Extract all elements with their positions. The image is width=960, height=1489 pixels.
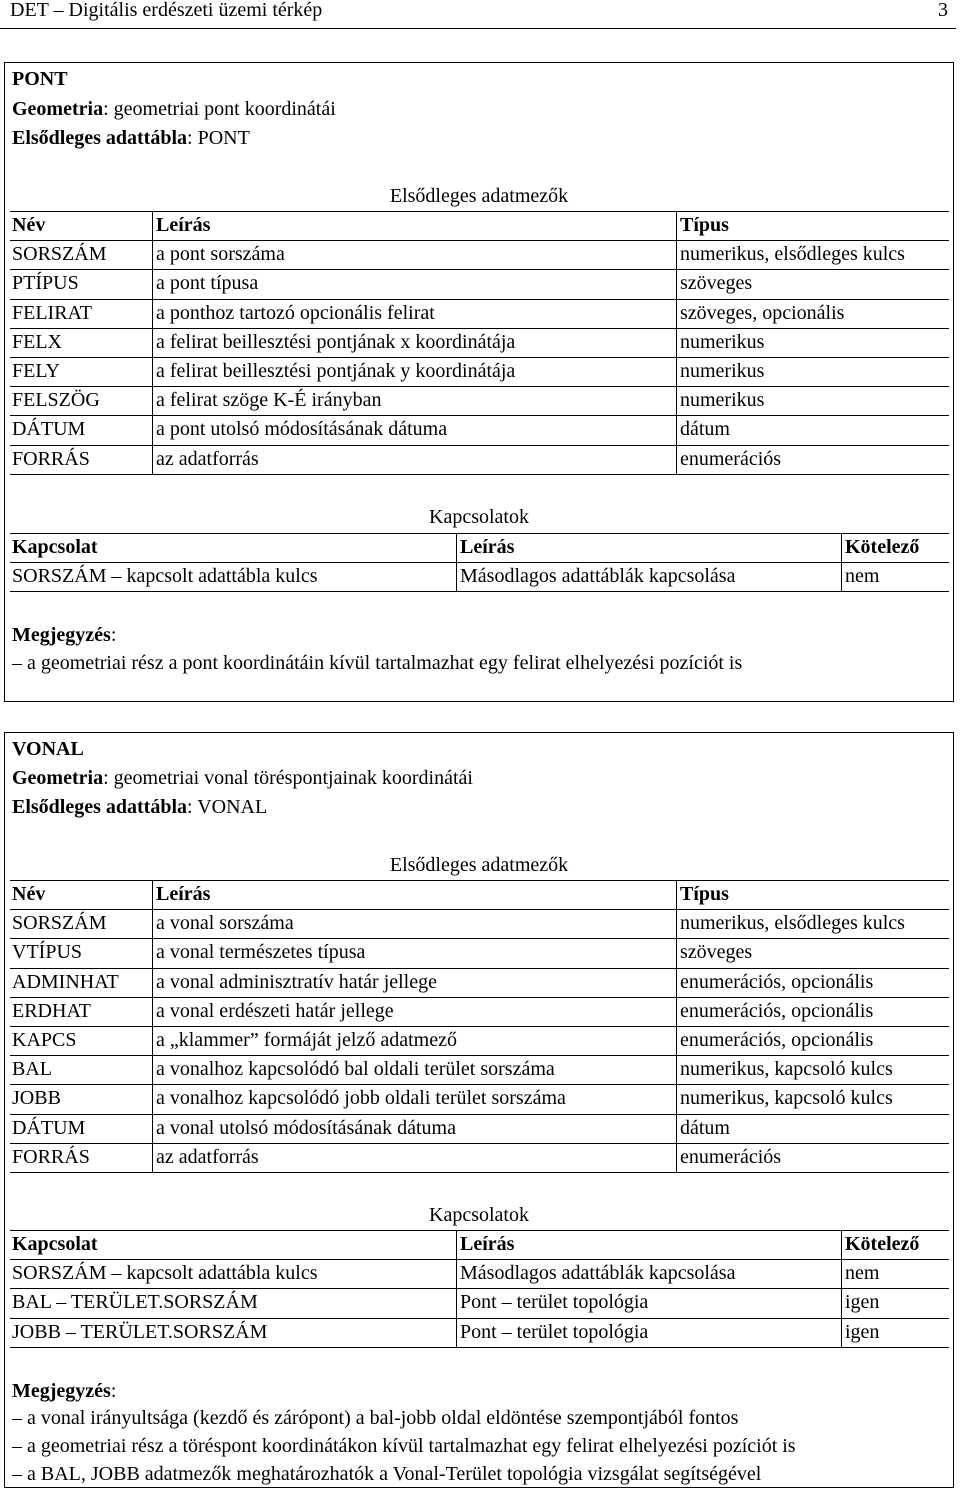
adattabla-line	[12, 126, 250, 150]
row-divider	[10, 415, 949, 416]
fields-cell: a pont típusa	[156, 272, 259, 295]
fields-cell: a felirat beillesztési pontjának x koordinátája	[156, 330, 516, 353]
note-item: – a vonal irányultsága (kezdő és zárópont) a bal-jobb oldal eldöntése szempontjából fontos	[12, 1407, 739, 1429]
fields-cell: FELX	[12, 330, 62, 353]
row-divider	[10, 1230, 949, 1231]
page-header	[0, 0, 956, 29]
column-divider	[152, 880, 153, 1172]
links-cell: Másodlagos adattáblák kapcsolása	[460, 565, 736, 588]
adattabla-value: : PONT	[187, 127, 250, 149]
fields-cell: numerikus, elsődleges kulcs	[680, 912, 905, 935]
links-header-cell: Kötelező	[845, 536, 920, 558]
column-divider	[841, 533, 842, 591]
fields-cell: VTÍPUS	[12, 941, 83, 964]
fields-cell: JOBB	[12, 1087, 61, 1110]
fields-cell: a vonal utolsó módosításának dátuma	[156, 1116, 456, 1139]
links-header-cell: Leírás	[460, 1233, 515, 1255]
fields-cell: szöveges, opcionális	[680, 301, 845, 324]
header-title: DET – Digitális erdészeti üzemi térkép	[10, 0, 323, 21]
fields-cell: FELSZÖG	[12, 389, 100, 412]
row-divider	[10, 1114, 949, 1115]
row-divider	[10, 445, 949, 446]
row-divider	[10, 386, 949, 387]
note-item: – a geometriai rész a töréspont koordinátákon kívül tartalmazhat egy felirat elhelyezési pozíciót is	[12, 1435, 796, 1457]
fields-cell: a felirat beillesztési pontjának y koordinátája	[156, 360, 516, 382]
note-item: – a BAL, JOBB adatmezők meghatározhatók a Vonal-Terület topológia vizsgálat segítségével	[12, 1463, 762, 1485]
links-cell: BAL – TERÜLET.SORSZÁM	[12, 1291, 258, 1314]
pont-section	[4, 62, 954, 702]
note-heading	[12, 623, 116, 647]
links-title: Kapcsolatok	[429, 506, 529, 528]
links-cell: Másodlagos adattáblák kapcsolása	[460, 1262, 736, 1285]
fields-cell: enumerációs	[680, 447, 782, 470]
links-title: Kapcsolatok	[429, 1204, 529, 1226]
links-header-cell: Leírás	[460, 536, 515, 558]
fields-cell: BAL	[12, 1058, 52, 1081]
fields-cell: enumerációs, opcionális	[680, 999, 874, 1022]
section-title: PONT	[12, 68, 68, 90]
geometria-line	[12, 97, 336, 121]
fields-cell: SORSZÁM	[12, 912, 107, 935]
links-cell: igen	[845, 1320, 880, 1343]
links-cell: JOBB – TERÜLET.SORSZÁM	[12, 1320, 268, 1343]
fields-cell: SORSZÁM	[12, 243, 107, 266]
fields-cell: a vonal adminisztratív határ jellege	[156, 970, 437, 993]
note-colon: :	[110, 624, 117, 646]
fields-cell: numerikus, kapcsoló kulcs	[680, 1058, 893, 1081]
fields-cell: a felirat szöge K-É irányban	[156, 389, 382, 412]
row-divider	[10, 211, 949, 212]
geometria-value: : geometriai pont koordinátái	[103, 98, 336, 120]
note-colon: :	[110, 1380, 117, 1402]
row-divider	[10, 357, 949, 358]
fields-header-cell: Leírás	[156, 883, 211, 905]
column-divider	[456, 533, 457, 591]
fields-header-cell: Típus	[680, 883, 729, 905]
fields-cell: FELIRAT	[12, 301, 92, 324]
fields-cell: az adatforrás	[156, 1145, 259, 1168]
fields-cell: a pont sorszáma	[156, 243, 285, 266]
row-divider	[10, 474, 949, 475]
row-divider	[10, 240, 949, 241]
fields-header-cell: Név	[12, 214, 46, 236]
adattabla-line	[12, 795, 267, 819]
fields-cell: a vonalhoz kapcsolódó bal oldali terület sorszáma	[156, 1058, 555, 1081]
fields-cell: dátum	[680, 1116, 730, 1139]
row-divider	[10, 880, 949, 881]
fields-cell: enumerációs	[680, 1145, 782, 1168]
fields-cell: a vonalhoz kapcsolódó jobb oldali terület sorszáma	[156, 1087, 566, 1110]
links-cell: Pont – terület topológia	[460, 1291, 649, 1314]
row-divider	[10, 1055, 949, 1056]
fields-cell: DÁTUM	[12, 1116, 86, 1139]
links-cell: SORSZÁM – kapcsolt adattábla kulcs	[12, 1262, 318, 1285]
fields-cell: dátum	[680, 418, 730, 441]
note-item: – a geometriai rész a pont koordinátáin kívül tartalmazhat egy felirat elhelyezési pozíciót is	[12, 652, 743, 674]
fields-cell: numerikus	[680, 330, 765, 353]
column-divider	[676, 880, 677, 1172]
links-cell: igen	[845, 1291, 880, 1314]
links-cell: Pont – terület topológia	[460, 1320, 649, 1343]
links-cell: SORSZÁM – kapcsolt adattábla kulcs	[12, 565, 318, 588]
note-heading	[12, 1379, 116, 1403]
geometria-value: : geometriai vonal töréspontjainak koordinátái	[103, 767, 473, 789]
fields-cell: enumerációs, opcionális	[680, 970, 874, 993]
note-label: Megjegyzés	[12, 624, 111, 646]
row-divider	[10, 533, 949, 534]
vonal-section	[4, 732, 954, 1488]
row-divider	[10, 1143, 949, 1144]
fields-cell: numerikus, kapcsoló kulcs	[680, 1087, 893, 1110]
fields-cell: szöveges	[680, 941, 753, 964]
links-header-cell: Kapcsolat	[12, 536, 98, 558]
row-divider	[10, 1318, 949, 1319]
fields-title: Elsődleges adatmezők	[389, 854, 569, 876]
note-label: Megjegyzés	[12, 1380, 111, 1402]
fields-cell: numerikus	[680, 360, 765, 382]
row-divider	[10, 968, 949, 969]
fields-cell: szöveges	[680, 272, 753, 295]
row-divider	[10, 562, 949, 563]
column-divider	[456, 1230, 457, 1347]
fields-header-cell: Típus	[680, 214, 729, 236]
fields-cell: KAPCS	[12, 1029, 77, 1051]
row-divider	[10, 1084, 949, 1085]
row-divider	[10, 997, 949, 998]
row-divider	[10, 1259, 949, 1260]
page-number: 3	[938, 0, 948, 21]
fields-title: Elsődleges adatmezők	[389, 185, 569, 207]
adattabla-label: Elsődleges adattábla	[12, 796, 188, 818]
row-divider	[10, 591, 949, 592]
geometria-label: Geometria	[12, 98, 104, 120]
geometria-label: Geometria	[12, 767, 104, 789]
fields-cell: FORRÁS	[12, 1145, 90, 1168]
fields-cell: a vonal erdészeti határ jellege	[156, 999, 394, 1022]
column-divider	[841, 1230, 842, 1347]
row-divider	[10, 938, 949, 939]
fields-cell: numerikus	[680, 389, 765, 412]
fields-cell: a vonal természetes típusa	[156, 941, 366, 964]
row-divider	[10, 1347, 949, 1348]
links-header-cell: Kapcsolat	[12, 1233, 98, 1255]
row-divider	[10, 1172, 949, 1173]
row-divider	[10, 269, 949, 270]
fields-cell: ERDHAT	[12, 999, 91, 1022]
column-divider	[676, 211, 677, 474]
fields-header-cell: Név	[12, 883, 46, 905]
links-cell: nem	[845, 565, 880, 588]
fields-cell: a ponthoz tartozó opcionális felirat	[156, 301, 435, 324]
fields-header-cell: Leírás	[156, 214, 211, 236]
row-divider	[10, 299, 949, 300]
fields-cell: a vonal sorszáma	[156, 912, 294, 935]
fields-cell: FELY	[12, 360, 60, 382]
row-divider	[10, 1026, 949, 1027]
fields-cell: ADMINHAT	[12, 970, 119, 993]
fields-cell: az adatforrás	[156, 447, 259, 470]
links-cell: nem	[845, 1262, 880, 1285]
section-title: VONAL	[12, 738, 84, 760]
row-divider	[10, 328, 949, 329]
fields-cell: a „klammer” formáját jelző adatmező	[156, 1029, 457, 1051]
column-divider	[152, 211, 153, 474]
row-divider	[10, 909, 949, 910]
fields-cell: enumerációs, opcionális	[680, 1029, 874, 1051]
fields-cell: DÁTUM	[12, 418, 86, 441]
adattabla-label: Elsődleges adattábla	[12, 127, 188, 149]
row-divider	[10, 1288, 949, 1289]
fields-cell: numerikus, elsődleges kulcs	[680, 243, 905, 266]
fields-cell: PTÍPUS	[12, 272, 79, 295]
fields-cell: FORRÁS	[12, 447, 90, 470]
adattabla-value: : VONAL	[187, 796, 268, 818]
links-header-cell: Kötelező	[845, 1233, 920, 1255]
geometria-line	[12, 766, 473, 790]
fields-cell: a pont utolsó módosításának dátuma	[156, 418, 448, 441]
